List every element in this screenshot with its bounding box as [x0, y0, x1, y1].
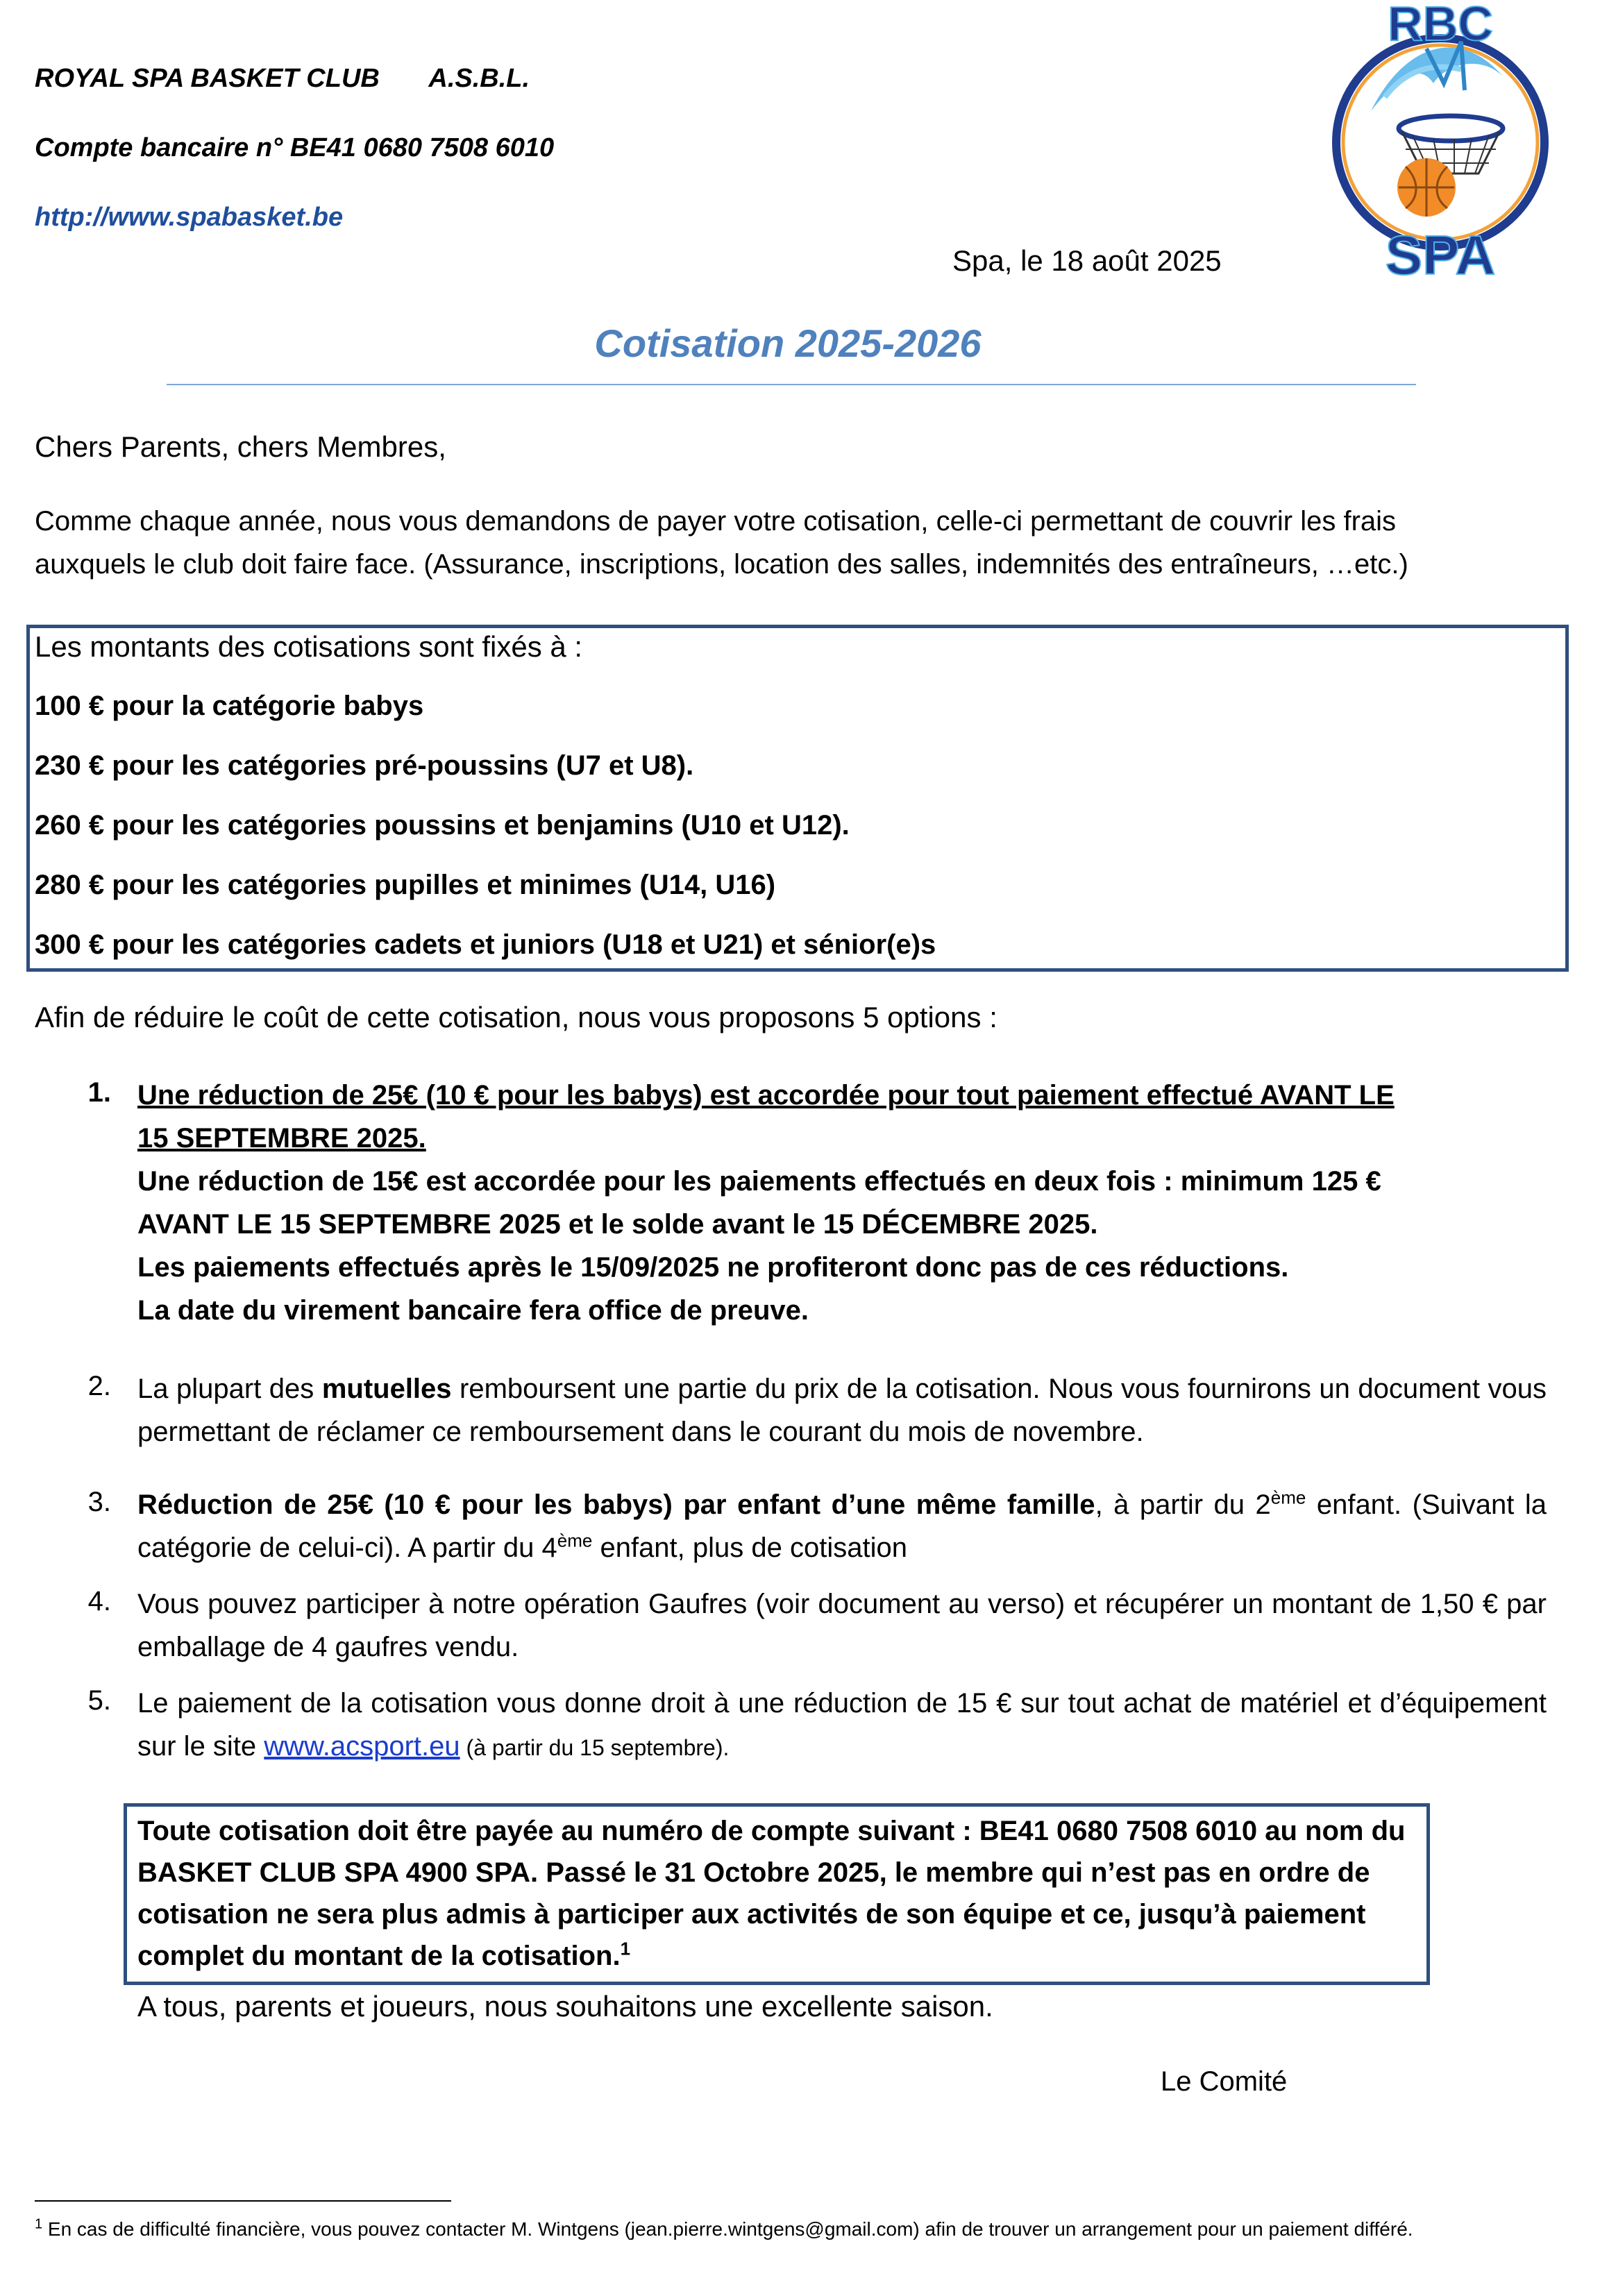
- amount-poussins-benjamins: 260 € pour les catégories poussins et benjamins (U10 et U12).: [35, 810, 850, 841]
- option-3-after-sup: enfant. (Suivant la catégorie de celui-ci). A partir du 4: [137, 1489, 1547, 1563]
- option-3-sup-1: ème: [1270, 1487, 1306, 1508]
- option-5-tail: (à partir du 15 septembre).: [460, 1735, 730, 1760]
- club-name-text: ROYAL SPA BASKET CLUB: [35, 64, 380, 93]
- option-2-number: 2.: [87, 1371, 111, 1401]
- option-5-text: Le paiement de la cotisation vous donne droit à une réduction de 15 € sur tout achat de matériel et d’équipement sur le site: [137, 1688, 1547, 1762]
- greeting: Chers Parents, chers Membres,: [35, 430, 446, 463]
- option-5-number: 5.: [87, 1685, 111, 1716]
- website-link[interactable]: http://www.spabasket.be: [35, 203, 344, 232]
- option-1-split-deadline: AVANT LE 15 SEPTEMBRE 2025 et le solde avant le 15 DÉCEMBRE 2025.: [137, 1209, 1098, 1240]
- payment-instructions: Toute cotisation doit être payée au numéro de compte suivant : BE41 0680 7508 6010 au nom du BASKET CLUB SPA 4900 SPA. Passé le 31 Octobre 2025, le membre qui n’est pas en ordre de cotisation ne sera plus admis à participer aux activités de son équipe et ce, jusqu’à paiement complet du montant de la cotisation.: [137, 1816, 1406, 1971]
- option-2-pre: La plupart des: [137, 1374, 322, 1404]
- page-title: Cotisation 2025-2026: [594, 321, 982, 365]
- option-1-split-payment: Une réduction de 15€ est accordée pour les paiements effectués en deux fois : minimum 125 €: [137, 1166, 1381, 1197]
- amount-babys: 100 € pour la catégorie babys: [35, 691, 424, 721]
- amounts-box: [26, 625, 1569, 972]
- amount-cadets-juniors: 300 € pour les catégories cadets et juniors (U18 et U21) et sénior(e)s: [35, 929, 936, 960]
- option-3-bold: Réduction de 25€ (10 € pour les babys) par enfant d’une même famille: [137, 1489, 1095, 1520]
- option-1-early-discount: Une réduction de 25€ (10 € pour les babys) est accordée pour tout paiement effectué AVANT LE: [137, 1080, 1395, 1111]
- option-3-end: enfant, plus de cotisation: [592, 1533, 907, 1563]
- option-2-mutuelles: mutuelles: [321, 1374, 452, 1404]
- option-1-number: 1.: [87, 1077, 111, 1108]
- title-underline: [167, 384, 1416, 385]
- option-2: [137, 1367, 1547, 1453]
- intro-paragraph: Comme chaque année, nous vous demandons de payer votre cotisation, celle-ci permettant de couvrir les frais auxquels le club doit faire face. (Assurance, inscriptions, location des salles, indemnités des entraîneurs, …etc.): [35, 506, 1408, 580]
- option-1-proof-note: La date du virement bancaire fera office de preuve.: [137, 1295, 809, 1326]
- asbl-label: A.S.B.L.: [428, 64, 530, 93]
- footnote-mark: 1: [35, 2216, 43, 2232]
- closing-wish: A tous, parents et joueurs, nous souhaitons une excellente saison.: [137, 1990, 993, 2023]
- date-line: Spa, le 18 août 2025: [952, 244, 1222, 277]
- options-intro: Afin de réduire le coût de cette cotisation, nous vous proposons 5 options :: [35, 1001, 997, 1033]
- club-logo: [1322, 0, 1558, 292]
- option-3-number: 3.: [87, 1487, 111, 1517]
- option-3-mid: , à partir du 2: [1095, 1489, 1271, 1520]
- footnote-separator: [35, 2200, 451, 2202]
- footnote: [35, 2215, 1562, 2243]
- signature: Le Comité: [1161, 2066, 1288, 2097]
- acsport-link[interactable]: www.acsport.eu: [264, 1731, 460, 1762]
- amounts-heading: Les montants des cotisations sont fixés à :: [35, 630, 583, 663]
- option-4-number: 4.: [87, 1586, 111, 1617]
- option-5: [137, 1682, 1547, 1769]
- amount-pupilles-minimes: 280 € pour les catégories pupilles et minimes (U14, U16): [35, 870, 776, 900]
- club-name: [35, 64, 530, 94]
- option-1: [137, 1074, 1547, 1332]
- option-3: [137, 1483, 1547, 1569]
- logo-bottom-text: SPA: [1385, 224, 1496, 286]
- option-1-late-note: Les paiements effectués après le 15/09/2025 ne profiteront donc pas de ces réductions.: [137, 1252, 1289, 1283]
- option-2-post: remboursent une partie du prix de la cotisation. Nous vous fournirons un document vous permettant de réclamer ce remboursement dans le courant du mois de novembre.: [137, 1374, 1547, 1447]
- logo-top-text: RBC: [1388, 0, 1493, 51]
- payment-text: [137, 1810, 1408, 1977]
- footnote-text: En cas de difficulté financière, vous pouvez contacter M. Wintgens (jean.pierre.wintgens@gmail.com) afin de trouver un arrangement pour un paiement différé.: [42, 2218, 1413, 2240]
- footnote-ref[interactable]: 1: [620, 1938, 631, 1959]
- option-4-text: Vous pouvez participer à notre opération Gaufres (voir document au verso) et récupérer un montant de 1,50 € par emballage de 4 gaufres vendu.: [137, 1589, 1547, 1662]
- option-3-sup-2: ème: [557, 1530, 593, 1551]
- option-1-deadline: 15 SEPTEMBRE 2025.: [137, 1123, 426, 1154]
- amount-pre-poussins: 230 € pour les catégories pré-poussins (U7 et U8).: [35, 750, 694, 781]
- bank-account: Compte bancaire n° BE41 0680 7508 6010: [35, 133, 555, 162]
